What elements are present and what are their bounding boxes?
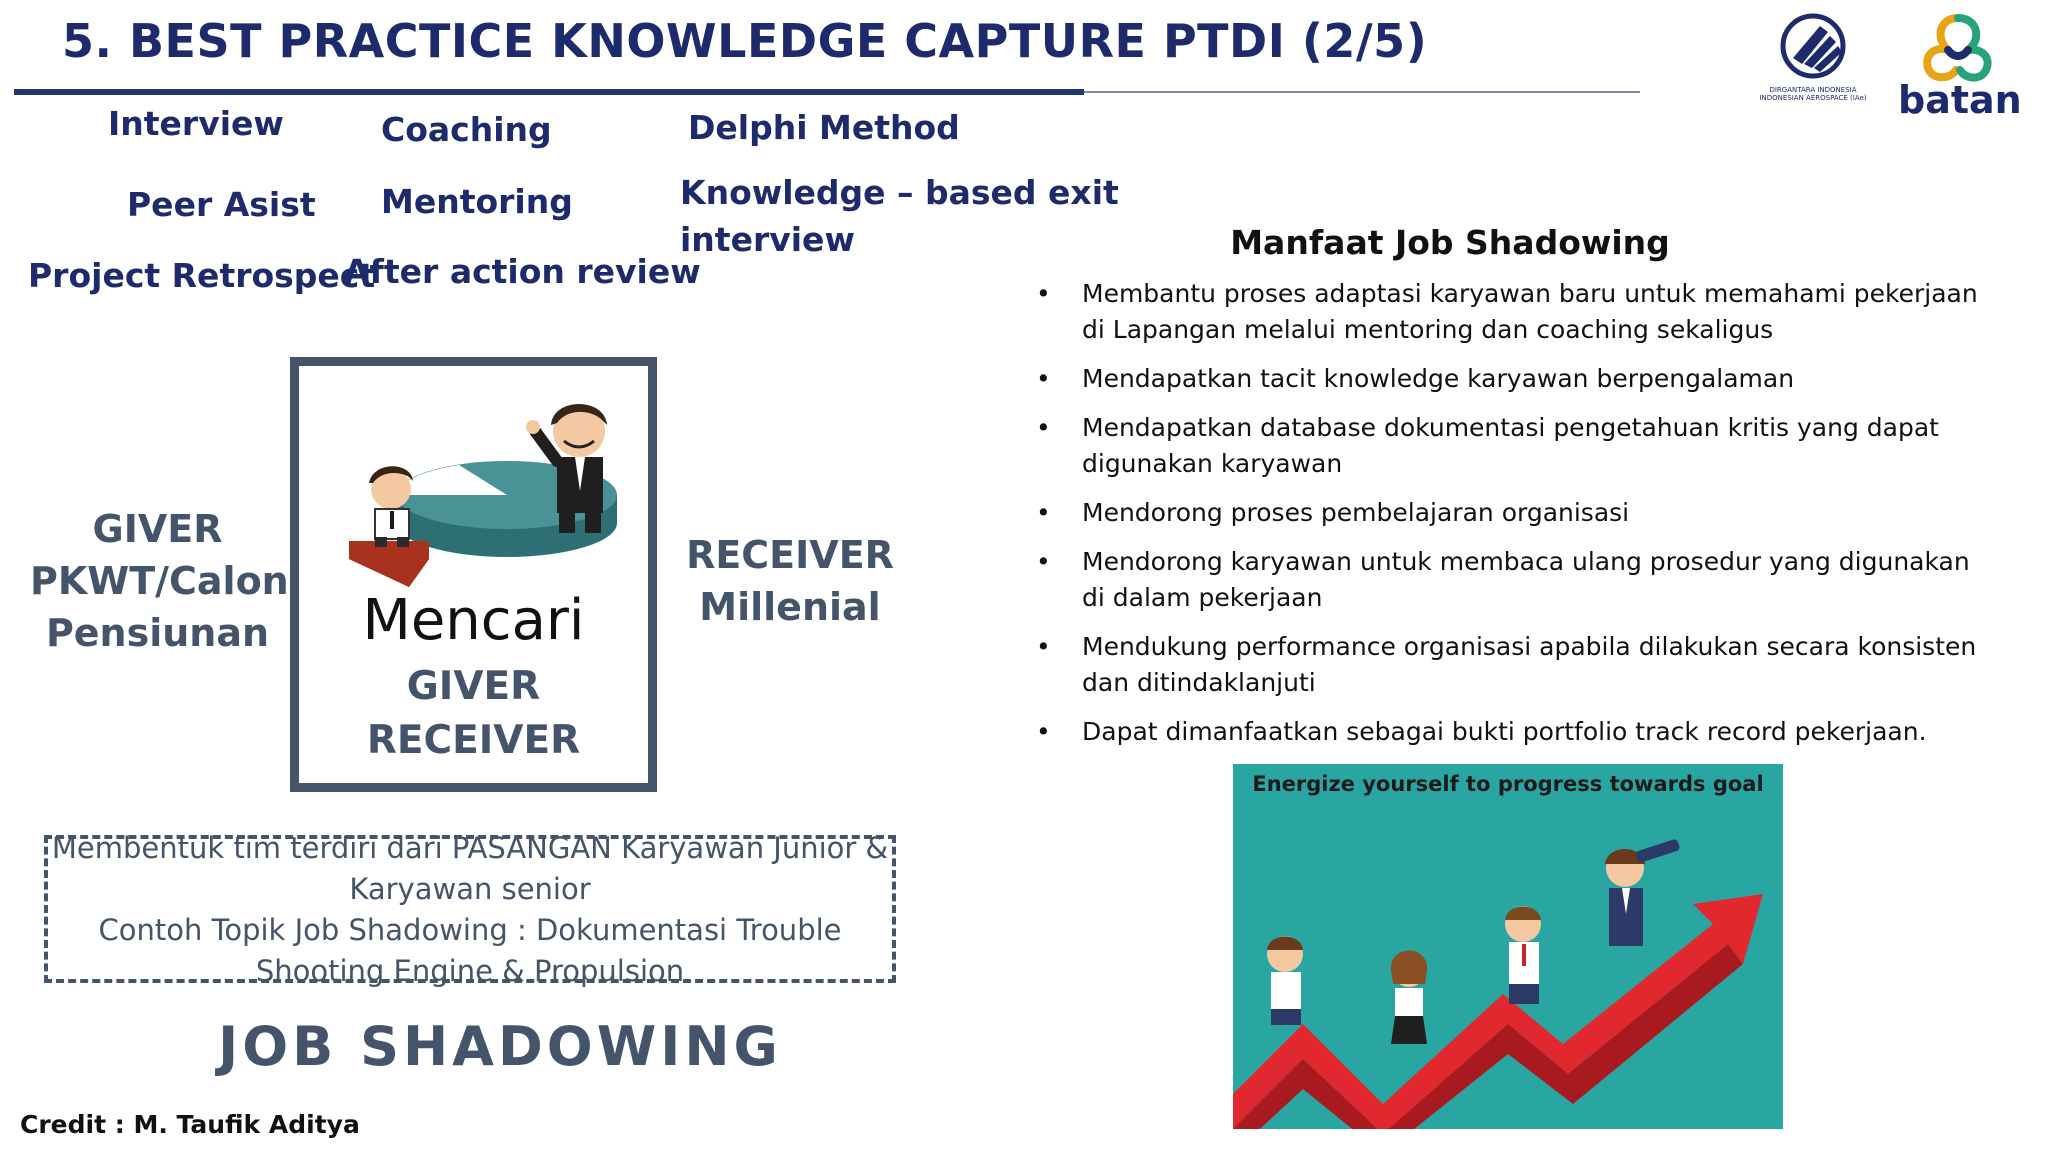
benefit-text: Mendapatkan database dokumentasi pengetahuan kritis yang dapat digunakan karyawan	[1082, 413, 1939, 478]
team-description-line2: Karyawan senior	[349, 872, 591, 906]
bullet-icon: •	[1036, 547, 1051, 576]
team-description-line3: Contoh Topik Job Shadowing : Dokumentasi Trouble	[98, 913, 842, 947]
method-knowledge-exit-line1: Knowledge – based exit	[680, 173, 1119, 212]
giver-line1: GIVER	[92, 507, 223, 551]
dirgantara-caption-line2: INDONESIAN AEROSPACE (IAe)	[1759, 94, 1867, 102]
benefit-item	[1030, 714, 2000, 750]
method-knowledge-exit-line2: interview	[680, 220, 855, 259]
method-mentoring: Mentoring	[381, 182, 573, 221]
method-project-retrospect: Project Retrospect	[28, 256, 376, 295]
method-peer-asist: Peer Asist	[127, 185, 316, 224]
title-underline-thin	[1084, 91, 1640, 93]
dirgantara-caption	[1752, 86, 1874, 102]
goal-illustration	[1233, 764, 1783, 1129]
bullet-icon: •	[1036, 632, 1051, 661]
benefit-item	[1030, 629, 2000, 701]
giver-line2: PKWT/Calon	[30, 559, 289, 603]
benefit-text: Mendapatkan tacit knowledge karyawan berpengalaman	[1082, 364, 1795, 393]
team-description-line4: Shooting Engine & Propulsion	[255, 954, 685, 988]
manfaat-heading: Manfaat Job Shadowing	[1230, 223, 1670, 262]
method-interview: Interview	[108, 104, 284, 143]
bullet-icon: •	[1036, 364, 1051, 393]
benefit-text: Mendorong proses pembelajaran organisasi	[1082, 498, 1630, 527]
benefit-text: Mendorong karyawan untuk membaca ulang prosedur yang digunakan di dalam pekerjaan	[1082, 547, 1970, 612]
benefit-item	[1030, 544, 2000, 616]
team-description-line1: Membentuk tim terdiri dari PASANGAN Karyawan Junior &	[51, 831, 889, 865]
job-shadowing-heading: JOB SHADOWING	[218, 1015, 782, 1078]
batan-wordmark: batan	[1898, 78, 2022, 122]
benefit-list	[1030, 276, 2000, 763]
bullet-icon: •	[1036, 413, 1051, 442]
benefit-text: Mendukung performance organisasi apabila dilakukan secara konsisten dan ditindaklanjuti	[1082, 632, 1977, 697]
bullet-icon: •	[1036, 498, 1051, 527]
giver-line3: Pensiunan	[45, 611, 270, 655]
goal-caption: Energize yourself to progress towards goal	[1252, 772, 1764, 796]
credit-text: Credit : M. Taufik Aditya	[20, 1110, 360, 1139]
mentor-illustration	[339, 391, 619, 621]
benefit-item	[1030, 495, 2000, 531]
team-description-text	[50, 828, 890, 992]
bullet-icon: •	[1036, 279, 1051, 308]
method-coaching: Coaching	[381, 110, 552, 149]
benefit-item	[1030, 410, 2000, 482]
slide-title: 5. BEST PRACTICE KNOWLEDGE CAPTURE PTDI (2/5)	[62, 14, 1428, 68]
benefit-item	[1030, 361, 2000, 397]
method-after-action-review: After action review	[344, 252, 701, 291]
box-receiver-label: RECEIVER	[366, 718, 581, 763]
mencari-label: Mencari	[362, 588, 585, 653]
dirgantara-caption-line1: DIRGANTARA INDONESIA	[1769, 86, 1857, 94]
title-underline	[14, 89, 1084, 95]
progress-arrow-illustration	[1233, 804, 1783, 1129]
giver-label	[30, 503, 289, 659]
receiver-label	[680, 529, 900, 633]
receiver-line2: Millenial	[699, 585, 881, 629]
bullet-icon: •	[1036, 717, 1051, 746]
box-giver-label: GIVER	[406, 664, 541, 709]
benefit-text: Dapat dimanfaatkan sebagai bukti portfolio track record pekerjaan.	[1082, 717, 1927, 746]
receiver-line1: RECEIVER	[686, 533, 894, 577]
benefit-item	[1030, 276, 2000, 348]
benefit-text: Membantu proses adaptasi karyawan baru untuk memahami pekerjaan di Lapangan melalui mentoring dan coaching sekaligus	[1082, 279, 1978, 344]
method-delphi: Delphi Method	[688, 108, 960, 147]
